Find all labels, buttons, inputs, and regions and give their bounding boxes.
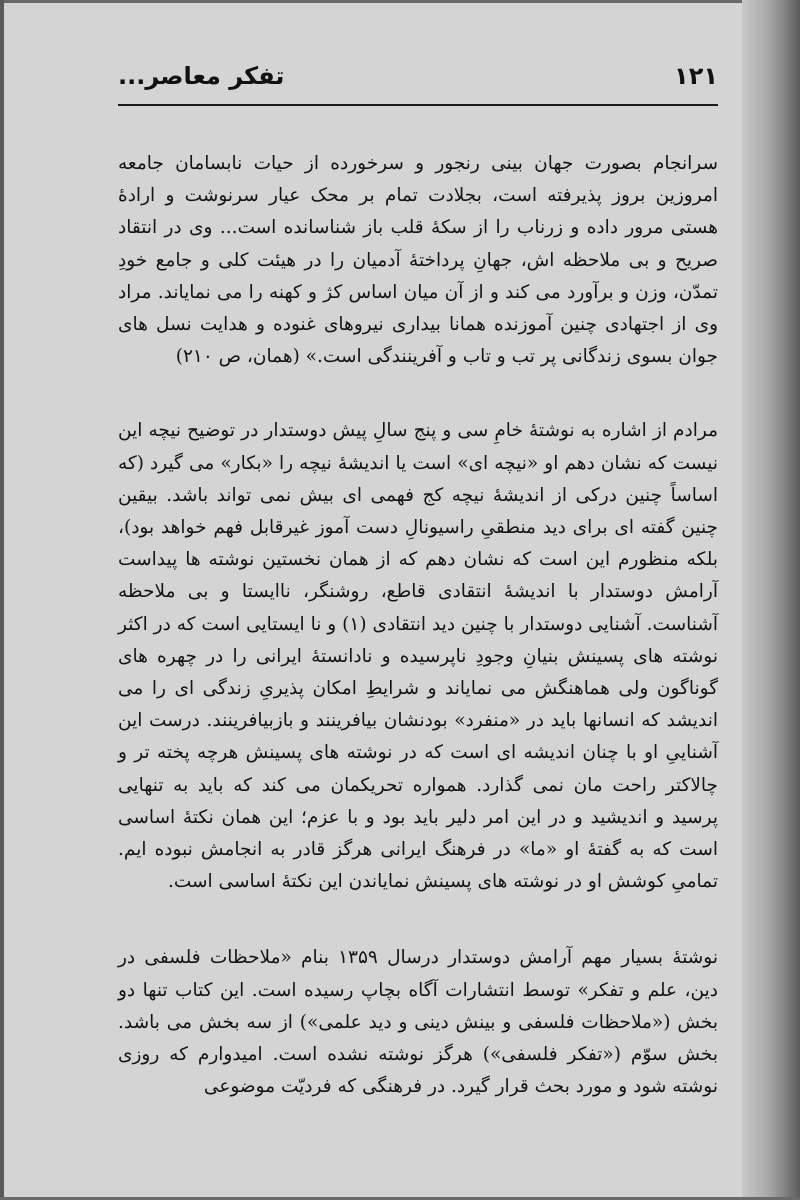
running-title: تفکر معاصر... bbox=[118, 62, 285, 90]
paragraph-3: نوشتهٔ بسیار مهم آرامش دوستدار درسال ۱۳۵۹ بنام «ملاحظات فلسفی در دین، علم و تفکر» توسط انتشارات آگاه بچاپ رسیده است. این کتاب تنها دو بخش («ملاحظات فلسفی و بینش دینی و دید علمی») از سه بخش می باشد. بخش سوّم («تفکر فلسفی») هرگز نوشته نشده است. امیدوارم که روزی نوشته شود و مورد بحث قرار گیرد. در فرهنگی که فردیّت موضوعی bbox=[118, 947, 719, 1098]
page-header bbox=[118, 62, 718, 102]
paragraph-spacer bbox=[118, 898, 718, 942]
paragraph-2: مرادم از اشاره به نوشتهٔ خامِ سی و پنج سالِ پیش دوستدار در توضیح نیچه این نیست که نشان دهم او «نیچه ای» است یا اندیشهٔ نیچه را «بکار» می گیرد (که اساساً چنین درکی از اندیشهٔ نیچه کج فهمی ای بیش نمی تواند باشد. بیقین چنین گفته ای برای دید منطقیِ راسیونالِ دست آموز غیرقابل فهم خواهد بود)، بلکه منظورم این است که نشان دهم که از همان نخستین نوشته ها پیداست آرامش دوستدار با اندیشهٔ انتقادی قاطع، روشنگر، ناایستا و بی ملاحظه آشناست. آشنایی دوستدار با چنین دید انتقادی (۱) و نا ایستایی است که در اکثر نوشته های پسینش بنیانِ وجودِ ناپرسیده و نادانستهٔ ایرانی را در چهره های گوناگون ولی هماهنگش می نمایاند و شرایطِ امکان پذیریِ زندگی ای را می اندیشد که انسانها باید در «منفرد» بودنشان بیافرینند و بازبیافرینند. درست این آشناییِ او با چنان اندیشه ای است که در نوشته های پسینش هرچه پخته تر و چالاکتر راحت مان نمی گذارد. همواره تحریکمان می کند که باید به تنهایی پرسید و اندیشید و در این امر دلیر باید بود و با عزم؛ این همان نکتهٔ اساسی است که به گفتهٔ او «ما» در فرهنگ ایرانی هرگز قادر به انجامش نبوده ایم. تمامیِ کوشش او در نوشته های پسینش نمایاندن این نکتهٔ اساسی است. bbox=[118, 420, 718, 893]
page-number: ۱۲۱ bbox=[674, 62, 718, 90]
paragraph-1: سرانجام بصورت جهان بینی رنجور و سرخورده از حیات نابسامان جامعه امروزین بروز پذیرفته است، بجلادت تمام بر محک عیار سرنوشت و ارادهٔ هستی مرور داده و زرناب را از سکهٔ قلب باز شناسانده است... وی در انتقاد صریح و بی ملاحظه اش، جهانِ پرداختهٔ آدمیان را در هیئت کلی و جامع خودِ تمدّن، وزن و برآورد می کند و از آن میان اساس کژ و کهنه را می نمایاند. مراد وی از اجتهادی چنین آموزنده همانا بیداری نیروهای غنوده و هدایت نسل های جوان بسوی زندگانی پر تب و تاب و آفرینندگی است.» (همان، ص ۲۱۰) bbox=[118, 153, 718, 368]
spine-shadow bbox=[742, 0, 800, 1200]
page-top-edge bbox=[0, 0, 800, 3]
header-rule bbox=[118, 104, 718, 106]
page-left-edge bbox=[0, 0, 4, 1200]
paragraph-spacer bbox=[118, 373, 718, 415]
body-text bbox=[118, 148, 718, 1103]
